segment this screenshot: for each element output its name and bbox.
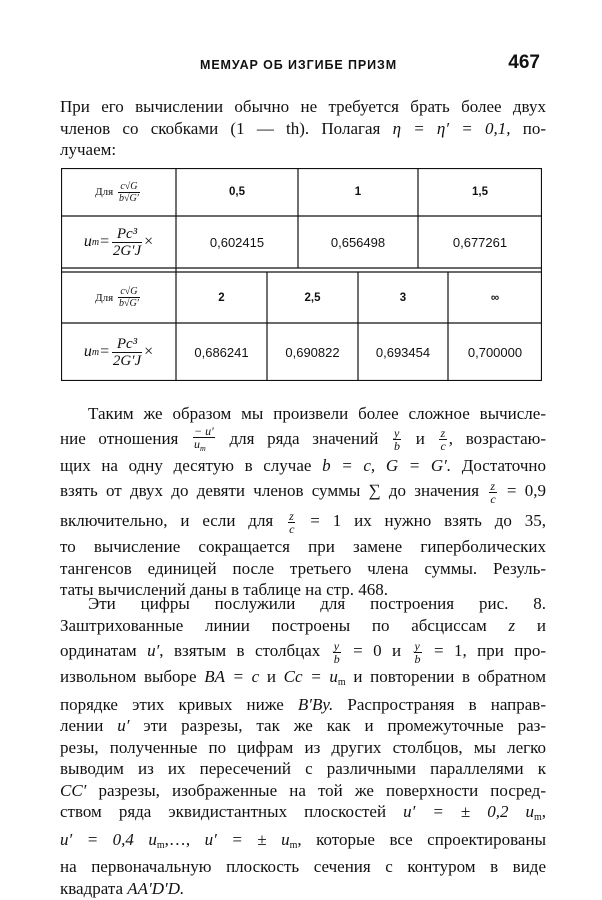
table-cell: 0,602415 — [209, 234, 265, 250]
table-cell: 0,693454 — [375, 344, 431, 360]
text-line: ством ряда эквидистантных плоскостей u′ = ± 0,2 $u_m$, — [60, 802, 546, 823]
table-cell: ∞ — [490, 291, 500, 304]
table-cell: 0,690822 — [285, 344, 340, 360]
text-line: u′ = 0,4 $u_m,\dots$, u′ = ± $u_m$, которые все спроектированы — [60, 829, 546, 851]
text-line: тангенсов единицей после третьего члена суммы. Резуль- — [60, 558, 546, 578]
text-line: ние отношения $\frac{- u'}{u_m}$ для ряда значений $\frac{y}{b}$ и $\frac{z}{c}$ , возрастаю- — [60, 423, 546, 453]
results-table — [61, 168, 542, 381]
table-cell: 0,677261 — [452, 234, 508, 250]
text-line: ординатам u′, взятым в столбцах $\frac{y}{b}$ = 0 и $\frac{y}{b}$ = 1, при про- — [60, 638, 546, 666]
intro-paragraph — [60, 96, 546, 161]
page-number: 467 — [508, 52, 540, 73]
table-cell: 0,656498 — [330, 234, 386, 250]
text-line: Заштрихованные линии построены по абсциссам z и — [60, 615, 546, 635]
text-line: Таким же образом мы произвели более сложное вычисле- — [88, 404, 546, 423]
table-cell: 0,5 — [229, 186, 245, 198]
text-line: резы, полученные по цифрам из других столбцов, мы легко — [60, 737, 546, 757]
page-header — [60, 52, 542, 82]
table-cell: 2 — [218, 291, 225, 304]
text-line: квадрата AA′D′D. — [60, 878, 185, 898]
text-line: При его вычислении обычно не требуется брать более двух — [60, 97, 546, 116]
text-line: включительно, и если для $\frac{z}{c}$ = 1 их нужно взять до 35, — [60, 508, 546, 536]
table-cell: 0,686241 — [194, 344, 249, 360]
text-line: таты вычислений даны в таблице на стр. 468. — [60, 580, 389, 599]
text-line: щих на одну десятую в случае b = c, G = G′. Достаточно — [60, 455, 546, 475]
equation: η = η′ = 0,1, — [392, 118, 511, 138]
text-line: порядке этих кривых ниже B′By. Распространяя в направ- — [60, 694, 546, 714]
ratio-label: Для $\frac{c√G}{b√G'}$ — [95, 180, 139, 204]
text-line: членов со скобками (1 — th). Полагая η = η′ = 0,1, по- — [60, 118, 547, 138]
running-title: МЕМУАР ОБ ИЗГИБЕ ПРИЗМ — [200, 58, 398, 72]
table-cell: 2,5 — [304, 291, 321, 304]
text-line: на первоначальную плоскость сечения с контуром в виде — [60, 857, 546, 876]
formula-label: u m = $\frac{\text{Pc³}}{2G'J}$ × — [83, 225, 154, 259]
text-line: лении u′ эти разрезы, так же как и промежуточные раз- — [60, 716, 546, 735]
text-line: взять от двух до девяти членов суммы ∑ до значения $\frac{z}{c}$ = 0,9 — [60, 478, 547, 506]
text-line: то вычисление сокращается при замене гиперболических — [60, 537, 546, 556]
formula-label: u m = $\frac{\text{Pc³}}{2G'J}$ × — [83, 335, 154, 369]
paragraph-3 — [60, 593, 546, 899]
ratio-label: Для $\frac{c√G}{b√G'}$ — [95, 286, 139, 309]
paragraph-2 — [60, 403, 546, 601]
text-line: лучаем: — [60, 140, 117, 159]
text-line: выводим из их пересечений с различными параллелями к — [60, 759, 546, 778]
table-cell: 3 — [399, 291, 407, 304]
text-line: Эти цифры послужили для построения рис. 8. — [88, 594, 546, 613]
table-cell: 1,5 — [472, 186, 488, 198]
table-cell: 1 — [354, 186, 362, 198]
text-line: CC′ разрезы, изображенные на той же поверхности посред- — [60, 780, 546, 800]
table-cell: 0,700000 — [467, 344, 523, 360]
text-line: извольном выборе BA = c и $Cc = u_m$ и повторении в обратном — [60, 667, 546, 688]
